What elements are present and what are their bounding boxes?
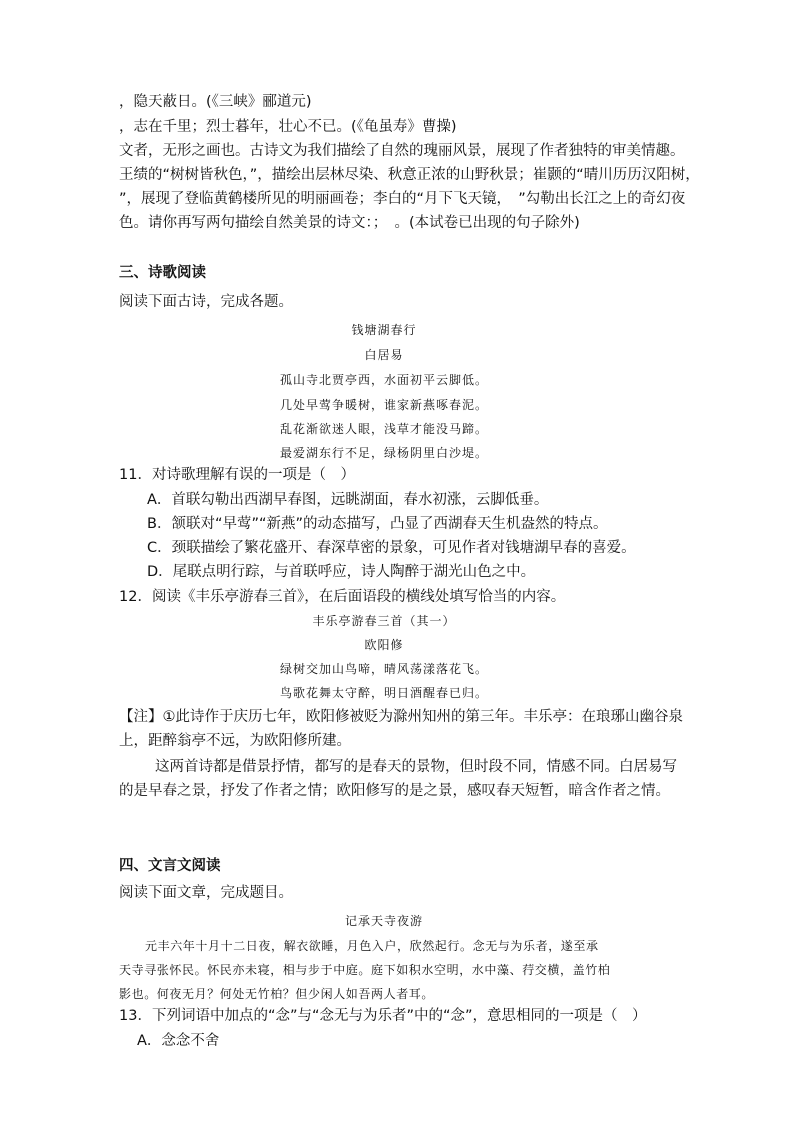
fill-line-1: ，隐天蔽日。(《三峡》郦道元) — [119, 94, 312, 110]
question-11-option-d: D．尾联点明行踪，与首联呼应，诗人陶醉于湖光山色之中。 — [147, 564, 536, 580]
classical-text-line: 天寺寻张怀民。怀民亦未寝，相与步于中庭。庭下如积水空明，水中藻、荇交横，盖竹柏 — [119, 963, 611, 977]
poem2-author: 欧阳修 — [364, 638, 404, 652]
question-11-stem: 11．对诗歌理解有误的一项是（ ） — [119, 467, 355, 483]
poem-author: 白居易 — [364, 348, 404, 362]
fill-line-3: 文者，无形之画也。古诗文为我们描绘了自然的瑰丽风景，展现了作者独特的审美情趣。 — [119, 143, 685, 159]
note-line-1: 【注】①此诗作于庆历七年，欧阳修被贬为滁州知州的第三年。丰乐亭：在琅琊山幽谷泉 — [119, 709, 683, 725]
question-11-option-c: C．颈联描绘了繁花盛开、春深草密的景象，可见作者对钱塘湖早春的喜爱。 — [147, 540, 636, 556]
poem2-title: 丰乐亭游春三首（其一） — [312, 614, 456, 628]
section-heading-classical: 四、文言文阅读 — [119, 858, 221, 874]
fill-line-6: 色。请你再写两句描绘自然美景的诗文：； 。(本试卷已出现的句子除外) — [119, 215, 580, 231]
poem-line: 孤山寺北贾亭西，水面初平云脚低。 — [279, 373, 488, 387]
section-heading-poetry: 三、诗歌阅读 — [119, 265, 206, 281]
section-intro-poetry: 阅读下面古诗，完成各题。 — [119, 294, 293, 310]
fill-line-5: ”，展现了登临黄鹤楼所见的明丽画卷；李白的“月下飞天镜， ”勾勒出长江之上的奇幻夜 — [119, 191, 686, 207]
section-intro-classical: 阅读下面文章，完成题目。 — [119, 885, 293, 901]
classical-text-line: 元丰六年十月十二日夜，解衣欲睡，月色入户，欣然起行。念无与为乐者，遂至承 — [145, 939, 599, 953]
poem2-line: 绿树交加山鸟啼，晴风荡漾落花飞。 — [279, 662, 488, 676]
poem-line: 最爱湖东行不足，绿杨阴里白沙堤。 — [279, 446, 488, 460]
question-11-option-a: A．首联勾勒出西湖早春图，远眺湖面，春水初涨，云脚低垂。 — [147, 492, 549, 508]
classical-text-title: 记承天寺夜游 — [344, 914, 423, 928]
note-line-2: 上，距醉翁亭不远，为欧阳修所建。 — [119, 733, 351, 749]
fill-line-2: ，志在千里；烈士暮年，壮心不已。(《龟虽寿》曹操) — [119, 119, 457, 135]
question-13-option-a: A．念念不舍 — [137, 1033, 220, 1049]
fill-paragraph-line-1: 这两首诗都是借景抒情，都写的是春天的景物，但时段不同，情感不同。白居易写 — [155, 759, 677, 775]
fill-line-4: 王绩的“树树皆秋色，”，描绘出层林尽染、秋意正浓的山野秋景；崔颢的“晴川历历汉阳树， — [119, 167, 700, 183]
poem-line: 几处早莺争暖树，谁家新燕啄春泥。 — [279, 398, 488, 412]
question-13-stem: 13．下列词语中加点的“念”与“念无与为乐者”中的“念”，意思相同的一项是（ ） — [119, 1008, 647, 1024]
poem-line: 乱花渐欲迷人眼，浅草才能没马蹄。 — [279, 422, 488, 436]
question-11-option-b: B．颔联对“早莺”“新燕”的动态描写，凸显了西湖春天生机盎然的特点。 — [147, 516, 608, 532]
classical-text-line: 影也。何夜无月？何处无竹柏？但少闲人如吾两人者耳。 — [119, 987, 435, 1001]
poem2-line: 鸟歌花舞太守醉，明日酒醒春已归。 — [279, 686, 488, 700]
question-12-stem: 12．阅读《丰乐亭游春三首》，在后面语段的横线处填写恰当的内容。 — [119, 589, 566, 605]
poem-title: 钱塘湖春行 — [351, 323, 417, 337]
fill-paragraph-line-2: 的是早春之景，抒发了作者之情；欧阳修写的是之景，感叹春天短暂，暗含作者之情。 — [119, 783, 670, 799]
